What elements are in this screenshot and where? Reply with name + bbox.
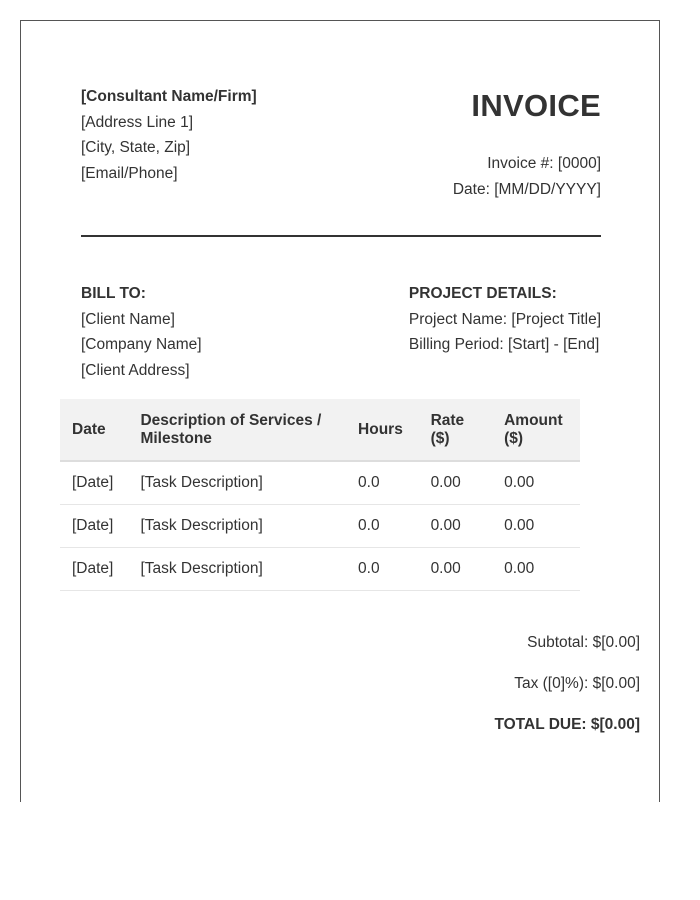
cell-amount: 0.00 [492, 548, 580, 591]
consultant-block [81, 84, 257, 186]
tax: Tax ([0]%): $[0.00] [514, 675, 640, 692]
company-name: [Company Name] [81, 336, 202, 353]
invoice-date: Date: [MM/DD/YYYY] [452, 181, 601, 198]
invoice-title: INVOICE [471, 88, 601, 123]
subtotal: Subtotal: $[0.00] [527, 634, 640, 651]
cell-date: [Date] [60, 505, 128, 548]
table-row [60, 505, 580, 548]
header-amount: Amount ($) [492, 399, 580, 461]
header-description: Description of Services / Milestone [128, 399, 346, 461]
invoice-heading-block [453, 87, 601, 203]
project-name: Project Name: [Project Title] [408, 310, 601, 328]
cell-amount: 0.00 [492, 461, 580, 505]
table-body [60, 461, 580, 591]
header-divider [81, 235, 601, 237]
cell-date: [Date] [60, 548, 128, 591]
line-items-table [60, 399, 580, 591]
client-address: [Client Address] [81, 361, 190, 379]
consultant-name: [Consultant Name/Firm] [81, 88, 257, 105]
cell-date: [Date] [60, 461, 128, 505]
total-due: TOTAL DUE: $[0.00] [494, 716, 640, 733]
cell-description: [Task Description] [128, 461, 346, 505]
consultant-address-line-1: [Address Line 1] [81, 113, 194, 131]
invoice-number: Invoice #: [0000] [487, 155, 601, 172]
table-row [60, 461, 580, 505]
consultant-email-phone: [Email/Phone] [81, 164, 178, 182]
cell-rate: 0.00 [419, 548, 493, 591]
cell-hours: 0.0 [346, 548, 419, 591]
header-hours: Hours [346, 399, 419, 461]
header-date: Date [60, 399, 128, 461]
consultant-city-state-zip: [City, State, Zip] [81, 139, 191, 156]
table-header-row [60, 399, 580, 461]
project-details-label: PROJECT DETAILS: [408, 285, 557, 302]
invoice-header [81, 81, 601, 239]
invoice-meta [453, 151, 601, 203]
cell-rate: 0.00 [419, 461, 493, 505]
header-rate: Rate ($) [419, 399, 493, 461]
cell-description: [Task Description] [128, 505, 346, 548]
table-row [60, 548, 580, 591]
billing-period: Billing Period: [Start] - [End] [408, 336, 600, 353]
cell-hours: 0.0 [346, 461, 419, 505]
cell-rate: 0.00 [419, 505, 493, 548]
bill-to-block [81, 281, 202, 383]
cell-description: [Task Description] [128, 548, 346, 591]
cell-amount: 0.00 [492, 505, 580, 548]
table-header [60, 399, 580, 461]
bill-to-label: BILL TO: [81, 285, 146, 302]
project-details-block [409, 281, 601, 358]
client-name: [Client Name] [81, 310, 175, 328]
cell-hours: 0.0 [346, 505, 419, 548]
totals-block [494, 630, 640, 753]
